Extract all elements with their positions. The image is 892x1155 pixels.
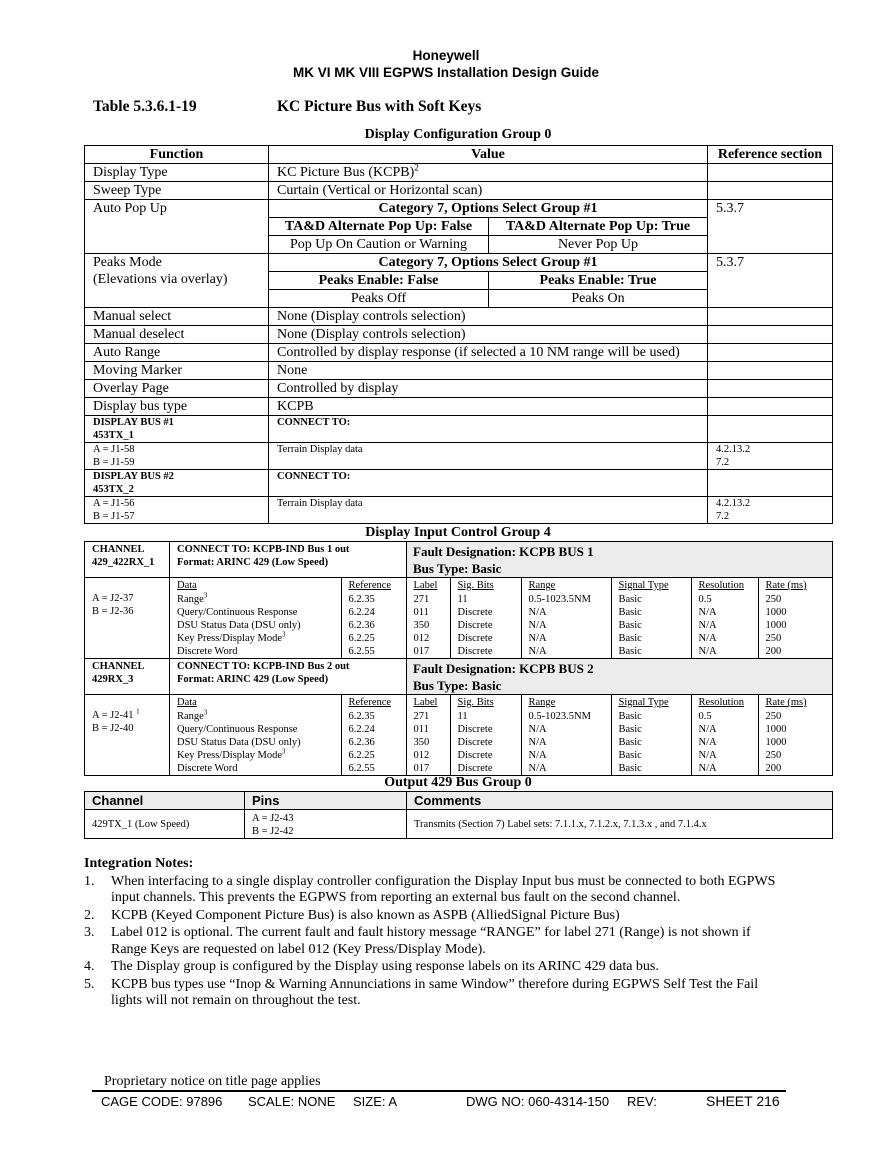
- config-row-label: Overlay Page: [85, 380, 269, 398]
- note-item: 1. When interfacing to a single display controller configuration the Display Input bus must be connected to both EGPWS input channels. This prevents the EGPWS from reporting an external bus fault on the second channel.: [84, 873, 776, 905]
- output-header-channel: Channel: [85, 792, 245, 810]
- integration-notes: [84, 856, 784, 1011]
- config-row-label: Manual select: [85, 308, 269, 326]
- scale: SCALE: NONE: [248, 1094, 336, 1109]
- output-table: [84, 791, 833, 839]
- auto-popup-false-head: TA&D Alternate Pop Up: False: [269, 218, 489, 236]
- config-row-value: KCPB: [269, 398, 708, 416]
- peaks-false-val: Peaks Off: [269, 290, 489, 308]
- display-bus1-name: DISPLAY BUS #1 453TX_1: [85, 416, 269, 443]
- ch1-connect: CONNECT TO: KCPB-IND Bus 1 out Format: ARINC 429 (Low Speed): [170, 542, 407, 578]
- peaks-label: Peaks Mode (Elevations via overlay): [85, 254, 269, 308]
- ch2-data-cells: Range$^3$ Query/Continuous Response DSU Status Data (DSU only) Key Press/Display Mode$^3$ Discrete Word: [170, 709, 341, 775]
- notes-title: Integration Notes:: [84, 856, 194, 871]
- company-name: Honeywell: [412, 48, 480, 63]
- display-input-table: [84, 541, 833, 776]
- auto-popup-category: Category 7, Options Select Group #1: [269, 200, 708, 218]
- ch1-channel: CHANNEL 429_422RX_1: [85, 542, 170, 578]
- display-config-table: [84, 145, 833, 524]
- size: SIZE: A: [353, 1094, 398, 1109]
- note-item: 3. Label 012 is optional. The current fault and fault history message “RANGE” for label 271 (Range) is not shown if Range Keys are requested on label 012 (Key Press/Display Mode).: [84, 925, 751, 957]
- sweep-type-value: Curtain (Vertical or Horizontal scan): [269, 182, 708, 200]
- peaks-ref: 5.3.7: [708, 254, 833, 308]
- display-bus1-data: Terrain Display data: [269, 443, 708, 470]
- auto-popup-ref: 5.3.7: [708, 200, 833, 254]
- ch2-connect: CONNECT TO: KCPB-IND Bus 2 out Format: ARINC 429 (Low Speed): [170, 659, 407, 695]
- config-row-label: Auto Range: [85, 344, 269, 362]
- note-item: 5. KCPB bus types use “Inop & Warning Annunciations in same Window” therefore during EGPWS Self Test the Fail lights will not remain on throughout the test.: [84, 976, 759, 1008]
- revision: REV:: [627, 1094, 657, 1109]
- display-type-label: Display Type: [85, 164, 269, 182]
- output-pins: A = J2-43 B = J2-42: [245, 810, 407, 839]
- auto-popup-label: Auto Pop Up: [85, 200, 269, 254]
- ch2-pins: A = J2-41 $^1$ B = J2-40: [85, 695, 170, 776]
- footer-rule: [92, 1090, 786, 1092]
- sheet-number: SHEET 216: [706, 1093, 780, 1109]
- cage-code: CAGE CODE: 97896: [101, 1094, 223, 1109]
- table-number: Table 5.3.6.1-19: [93, 98, 197, 115]
- document-title: MK VI MK VIII EGPWS Installation Design Guide: [292, 65, 600, 80]
- note-item: 2. KCPB (Keyed Component Picture Bus) is also known as ASPB (AlliedSignal Picture Bus): [84, 907, 620, 923]
- display-bus1-connect: CONNECT TO:: [269, 416, 708, 443]
- group4-title: Display Input Control Group 4: [365, 525, 551, 540]
- table-name: KC Picture Bus with Soft Keys: [277, 98, 482, 115]
- sweep-type-label: Sweep Type: [85, 182, 269, 200]
- header-value: Value: [269, 146, 708, 164]
- display-bus2-name: DISPLAY BUS #2 453TX_2: [85, 470, 269, 497]
- output-header-pins: Pins: [245, 792, 407, 810]
- group0-title: Display Configuration Group 0: [364, 127, 552, 142]
- config-row-label: Moving Marker: [85, 362, 269, 380]
- output-channel: 429TX_1 (Low Speed): [85, 810, 245, 839]
- config-row-value: None: [269, 362, 708, 380]
- header-reference: Reference section: [708, 146, 833, 164]
- proprietary-notice: Proprietary notice on title page applies: [104, 1074, 321, 1089]
- display-bus2-data: Terrain Display data: [269, 497, 708, 524]
- ch2-signal-grid: Data Reference Label Sig. Bits Range Signal Type Resolution Rate (ms) Range$^3$ Query/Continuous Response DSU Status Data (DSU only) Key Press/Display Mode$^3$ Discrete Word 6.2.35 6.2.24 6.2.36 6.2.25 6.2.55 271 011 350 012 017 11 Discrete Discrete Discrete Discrete 0.5-1023.5NM N/A N/A N/A N/A Basic Basic Basic Basic Basic 0.5 N/A N/A N/A N/A 250 1000 1000 250 200: [170, 695, 832, 775]
- note-item: 4. The Display group is configured by the Display using response labels on its ARINC 429 data bus.: [84, 959, 659, 974]
- ch2-channel: CHANNEL 429RX_3: [85, 659, 170, 695]
- config-row-label: Display bus type: [85, 398, 269, 416]
- header-function: Function: [85, 146, 269, 164]
- auto-popup-false-val: Pop Up On Caution or Warning: [269, 236, 489, 254]
- config-row-value: None (Display controls selection): [269, 326, 708, 344]
- ch1-pins: A = J2-37 B = J2-36: [85, 578, 170, 659]
- display-bus2-pins: A = J1-56 B = J1-57: [85, 497, 269, 524]
- auto-popup-true-head: TA&D Alternate Pop Up: True: [489, 218, 708, 236]
- display-type-value: KC Picture Bus (KCPB)$^2$: [269, 164, 708, 182]
- ch2-fault: Fault Designation: KCPB BUS 2 Bus Type: Basic: [407, 659, 833, 695]
- peaks-category: Category 7, Options Select Group #1: [269, 254, 708, 272]
- display-bus2-ref: 4.2.13.2 7.2: [708, 497, 833, 524]
- ch1-data-cells: Range$^3$ Query/Continuous Response DSU Status Data (DSU only) Key Press/Display Mode$^3$ Discrete Word: [170, 592, 341, 658]
- ch1-signal-grid: Data Reference Label Sig. Bits Range Signal Type Resolution Rate (ms) Range$^3$ Query/Continuous Response DSU Status Data (DSU only) Key Press/Display Mode$^3$ Discrete Word 6.2.35 6.2.24 6.2.36 6.2.25 6.2.55 271 011 350 012 017 11 Discrete Discrete Discrete Discrete 0.5-1023.5NM N/A N/A N/A N/A Basic Basic Basic Basic Basic 0.5 N/A N/A N/A N/A 250 1000 1000 250 200: [170, 578, 832, 658]
- display-bus1-ref: 4.2.13.2 7.2: [708, 443, 833, 470]
- display-bus1-pins: A = J1-58 B = J1-59: [85, 443, 269, 470]
- output-comment: Transmits (Section 7) Label sets: 7.1.1.x, 7.1.2.x, 7.1.3.x , and 7.1.4.x: [407, 810, 833, 839]
- peaks-false-head: Peaks Enable: False: [269, 272, 489, 290]
- config-row-value: Controlled by display response (if selected a 10 NM range will be used): [269, 344, 708, 362]
- auto-popup-true-val: Never Pop Up: [489, 236, 708, 254]
- config-row-label: Manual deselect: [85, 326, 269, 344]
- config-row-value: None (Display controls selection): [269, 308, 708, 326]
- peaks-true-val: Peaks On: [489, 290, 708, 308]
- config-row-value: Controlled by display: [269, 380, 708, 398]
- ch1-fault: Fault Designation: KCPB BUS 1 Bus Type: Basic: [407, 542, 833, 578]
- output-title: Output 429 Bus Group 0: [384, 775, 532, 790]
- drawing-number: DWG NO: 060-4314-150: [466, 1094, 610, 1109]
- peaks-true-head: Peaks Enable: True: [489, 272, 708, 290]
- display-bus2-connect: CONNECT TO:: [269, 470, 708, 497]
- output-header-comments: Comments: [407, 792, 833, 810]
